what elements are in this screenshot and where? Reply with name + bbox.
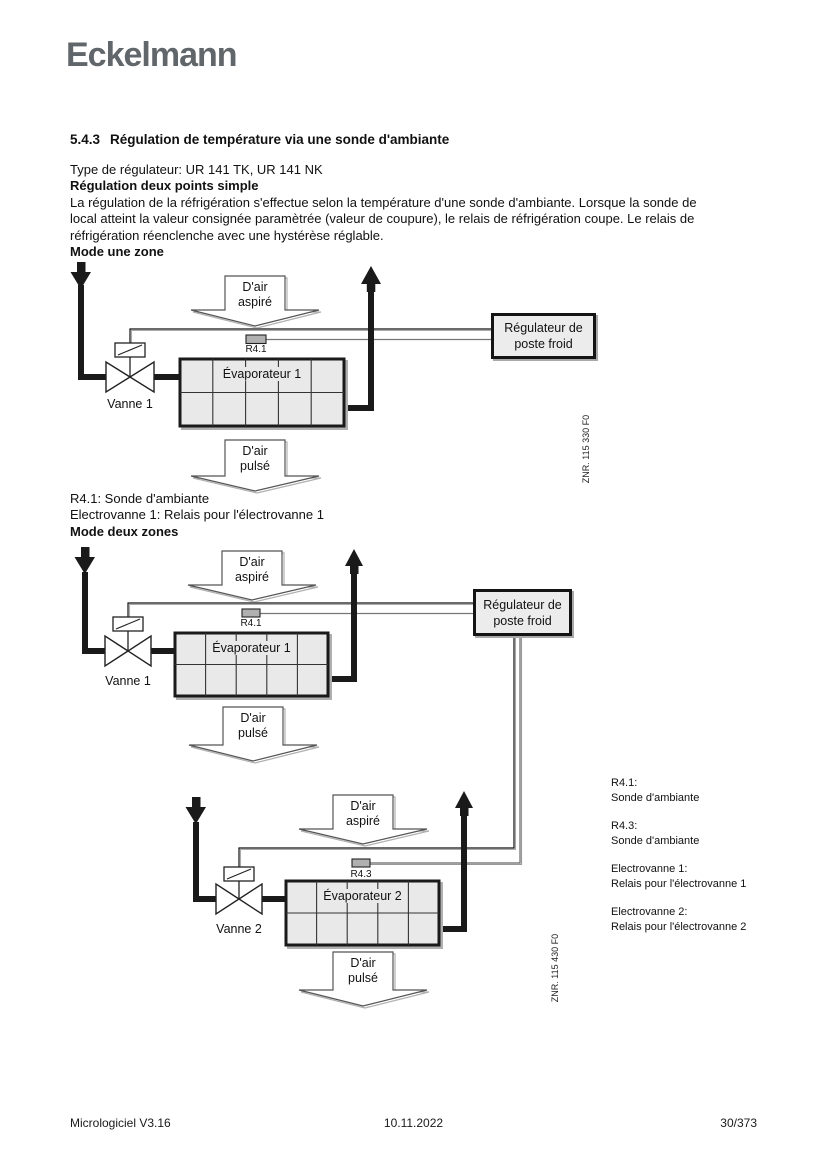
d1-air-in-line2: aspiré: [237, 295, 273, 309]
d2z1-evaporator-label: [175, 641, 328, 655]
z2-solenoid-valve: [216, 867, 262, 914]
company-logo: Eckelmann: [66, 36, 237, 74]
legend-term: R4.3:: [611, 820, 638, 832]
d1-evaporator-label: [180, 367, 344, 381]
legend-term: Electrovanne 1:: [611, 863, 688, 875]
legend-definition: Sonde d'ambiante: [611, 792, 700, 804]
legend-item: [611, 819, 781, 849]
paragraph-line: La régulation de la réfrigération s'effectue selon la température d'une sonde d'ambiante. Lorsque la sonde de: [70, 194, 697, 210]
legend-definition: Relais pour l'électrovanne 2: [611, 921, 747, 933]
legend-definition: Sonde d'ambiante: [611, 835, 700, 847]
d1-sensor-label: R4.1: [245, 344, 267, 355]
d1-evaporator-text: Évaporateur 1: [220, 367, 305, 381]
z1-pipe-inlet: [85, 572, 106, 651]
middle-text: [70, 491, 770, 540]
d1-air-in-label: [205, 280, 305, 310]
d2z2-sensor-label: R4.3: [350, 869, 372, 880]
d1-valve-label: Vanne 1: [107, 397, 153, 411]
flow-arrow-down-icon: [71, 262, 92, 289]
paragraph-line: local atteint la valeur consignée paramètrée (valeur de coupure), le relais de réfrigération coupe. Le relais de: [70, 211, 695, 227]
electrovanne1-definition-line: Electrovanne 1: Relais pour l'électrovanne 1: [70, 507, 324, 523]
d2z2-evaporator-label: [286, 889, 439, 903]
footer-date: 10.11.2022: [383, 1116, 444, 1130]
d2z1-air-out-line2: pulsé: [238, 726, 268, 740]
d2z2-air-out-line1: D'air: [350, 956, 376, 970]
legend-term: R4.1:: [611, 777, 638, 789]
pipe-outlet: [344, 288, 371, 408]
d2-controller-line2: poste froid: [493, 613, 552, 628]
legend-item: [611, 905, 781, 935]
control-line-valve1: [130, 329, 491, 343]
regulator-type-line: Type de régulateur: UR 141 TK, UR 141 NK: [70, 162, 323, 177]
footer-firmware-version: Micrologiciel V3.16: [70, 1116, 171, 1130]
d2z2-air-in-label: [313, 799, 413, 829]
d1-drawing-number: ZNR. 115 330 F0: [581, 414, 591, 484]
z2-pipe-inlet: [196, 822, 217, 899]
d2-controller-box: [473, 589, 572, 636]
legend-term: Electrovanne 2:: [611, 906, 688, 918]
d2z2-air-in-line2: aspiré: [345, 814, 381, 828]
solenoid-valve: [106, 343, 154, 392]
z2-sensor-r43: [352, 859, 370, 867]
d1-controller-line2: poste froid: [514, 337, 573, 351]
paragraph-line: réfrigération réenclenche avec une hystérèse réglable.: [70, 227, 384, 243]
d2z1-air-out-label: [203, 711, 303, 741]
r41-definition-line: R4.1: Sonde d'ambiante: [70, 491, 210, 506]
mode-one-zone-label: Mode une zone: [70, 244, 164, 260]
d2z2-air-out-label: [313, 956, 413, 986]
z1-solenoid-valve: [105, 617, 151, 666]
subheading-two-point: Régulation deux points simple: [70, 178, 259, 194]
d2z2-valve-label: Vanne 2: [216, 922, 262, 936]
d1-air-out-label: [205, 444, 305, 474]
legend-item: [611, 776, 781, 806]
d1-controller-line1: Régulateur de: [504, 321, 583, 335]
z1-flow-arrow-up-icon: [345, 549, 363, 574]
d1-air-out-line1: D'air: [242, 444, 268, 458]
d2z1-air-in-line2: aspiré: [234, 570, 270, 584]
d2z1-air-in-line1: D'air: [239, 555, 265, 569]
z1-control-line: [128, 603, 473, 617]
footer-page-number: 30/373: [720, 1116, 757, 1130]
section-title: Régulation de température via une sonde d'ambiante: [110, 132, 450, 147]
mode-two-zones-label: Mode deux zones: [70, 523, 179, 539]
z2-flow-arrow-up-icon: [455, 791, 473, 816]
d2z1-valve-label: Vanne 1: [105, 674, 151, 688]
flow-arrow-up-icon: [361, 266, 381, 292]
d2z1-air-out-line1: D'air: [240, 711, 266, 725]
legend-definition: Relais pour l'électrovanne 1: [611, 878, 747, 890]
d1-controller-box: [491, 313, 596, 359]
control-line-shadow: [132, 331, 493, 345]
z1-sensor-r41: [242, 609, 260, 617]
d1-air-out-line2: pulsé: [240, 459, 270, 473]
z2-flow-arrow-down-icon: [186, 797, 207, 824]
section-heading: [70, 132, 449, 147]
d2z1-air-in-label: [202, 555, 302, 585]
diagram2: [75, 547, 522, 1008]
section-number: 5.4.3: [70, 132, 101, 147]
z1-flow-arrow-down-icon: [75, 547, 96, 574]
d1-air-in-line1: D'air: [242, 280, 268, 294]
d2z2-air-out-line2: pulsé: [348, 971, 378, 985]
z1-control-line-shadow: [130, 605, 475, 619]
legend-item: [611, 862, 781, 892]
d2z2-evaporator-text: Évaporateur 2: [320, 889, 405, 903]
diagram2-legend: [611, 776, 781, 948]
pipe-inlet: [81, 285, 107, 377]
sensor-r41: [246, 335, 266, 344]
d2-controller-line1: Régulateur de: [483, 597, 562, 612]
d2z1-sensor-label: R4.1: [240, 618, 262, 629]
intro-text: [70, 162, 770, 260]
d2-drawing-number: ZNR. 115 430 F0: [550, 933, 560, 1003]
d2z1-evaporator-text: Évaporateur 1: [209, 641, 294, 655]
d2z2-air-in-line1: D'air: [350, 799, 376, 813]
